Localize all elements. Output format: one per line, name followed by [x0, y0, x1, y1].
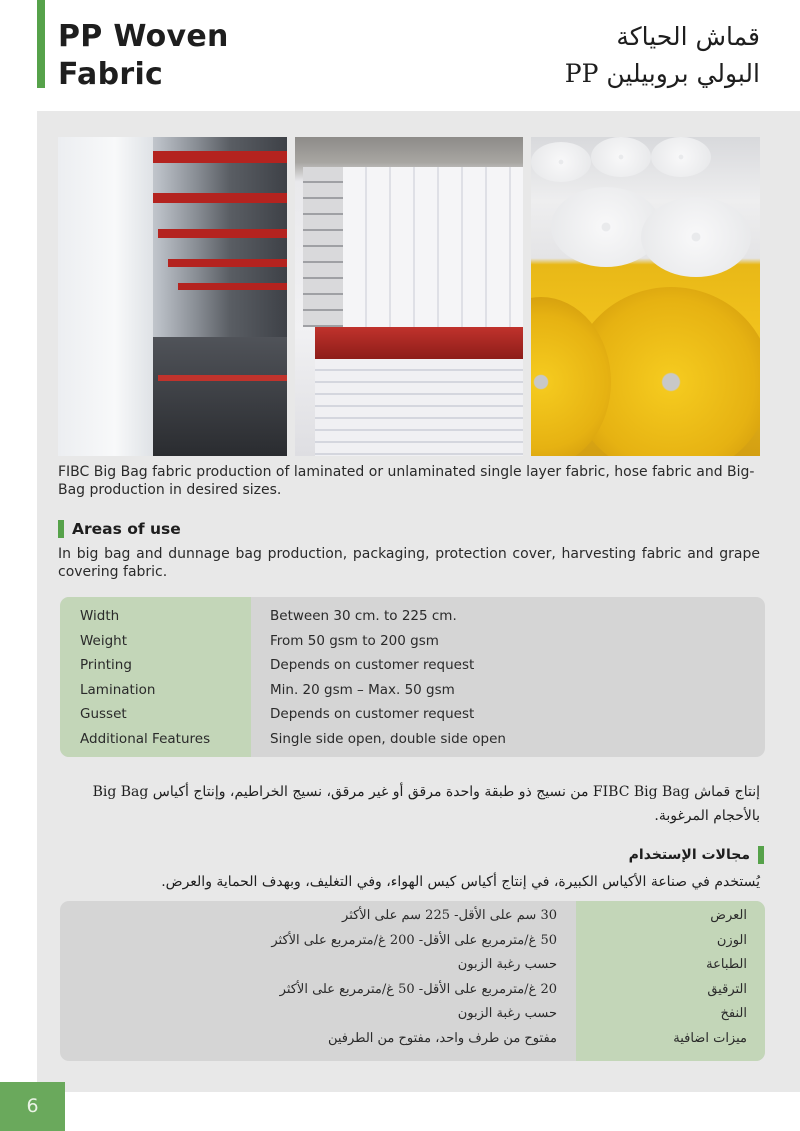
spec-label: الوزن [716, 932, 747, 948]
spec-label: الترقيق [707, 981, 747, 997]
spec-row [60, 978, 765, 1003]
spec-value: Depends on customer request [270, 706, 475, 722]
spec-table-arabic [60, 901, 765, 1061]
spec-row [60, 953, 765, 978]
areas-of-use-title: Areas of use [72, 520, 181, 538]
photo-white-and-yellow-fabric-rolls [531, 137, 760, 456]
spec-row [60, 629, 765, 654]
spec-row [60, 604, 765, 629]
spec-label: Printing [80, 657, 132, 673]
areas-of-use-title-arabic: مجالات الإستخدام [628, 847, 750, 863]
spec-label: Gusset [80, 706, 127, 722]
spec-label: النفخ [720, 1006, 747, 1021]
spec-label: الطباعة [706, 957, 747, 972]
spec-value: From 50 gsm to 200 gsm [270, 632, 439, 649]
areas-of-use-text: In big bag and dunnage bag production, packaging, protection cover, harvesting fabric and grape covering fabric. [58, 546, 760, 580]
spec-row [60, 1002, 765, 1027]
title-line-2: Fabric [58, 57, 164, 92]
spec-value: مفتوح من طرف واحد، مفتوح من الطرفين [327, 1030, 557, 1046]
spec-value: Single side open, double side open [270, 730, 506, 747]
spec-row [60, 929, 765, 954]
spec-row [60, 702, 765, 727]
spec-value: 30 سم على الأقل- 225 سم على الأكثر [342, 908, 557, 923]
spec-label: Width [80, 608, 120, 624]
spec-row [60, 727, 765, 752]
areas-of-use-heading [58, 520, 181, 538]
title-ar-line-2: البولي بروبيلين PP [564, 59, 760, 88]
spec-label: Additional Features [80, 730, 211, 747]
spec-value: 50 غ/مترمربع على الأقل- 200 غ/مترمربع على الأكثر [271, 932, 557, 948]
spec-value: حسب رغبة الزبون [457, 1006, 557, 1021]
spec-value: 20 غ/مترمربع على الأقل- 50 غ/مترمربع على الأكثر [279, 981, 557, 997]
spec-value: Between 30 cm. to 225 cm. [270, 608, 457, 624]
title-line-1: PP Woven [58, 19, 229, 54]
spec-row [60, 904, 765, 929]
areas-of-use-heading-arabic [629, 846, 764, 864]
heading-accent-mark [58, 520, 64, 538]
areas-of-use-text-arabic: يُستخدم في صناعة الأكياس الكبيرة، في إنتاج أكياس كيس الهواء، وفي التغليف، وبهدف الحماية والعرض. [161, 874, 760, 890]
photo-woven-fabric-roll [295, 137, 524, 456]
spec-row [60, 653, 765, 678]
spec-value: Depends on customer request [270, 657, 475, 673]
spec-value: حسب رغبة الزبون [457, 957, 557, 972]
english-caption: FIBC Big Bag fabric production of laminated or unlaminated single layer fabric, hose fabric and Big-Bag production in desired sizes. [58, 464, 755, 498]
spec-label: ميزات اضافية [673, 1030, 747, 1046]
page-number: 6 [0, 1082, 65, 1131]
spec-value: Min. 20 gsm – Max. 50 gsm [270, 681, 455, 698]
spec-row [60, 1027, 765, 1052]
spec-label: Weight [80, 632, 128, 649]
title-ar-line-1: قماش الحياكة [616, 22, 760, 51]
page-title-arabic [565, 18, 760, 92]
arabic-caption: إنتاج قماش FIBC Big Bag من نسيج ذو طبقة واحدة مرقق أو غير مرقق، نسيج الخراطيم، وإنتاج أكياس Big Bag بالأحجام المرغوبة. [92, 784, 760, 824]
spec-row [60, 678, 765, 703]
spec-label: العرض [710, 908, 747, 923]
photo-strip [58, 137, 760, 456]
photo-fibc-production-line [58, 137, 287, 456]
spec-table-english [60, 597, 765, 757]
page-title-english [58, 18, 229, 94]
spec-label: Lamination [80, 681, 156, 698]
title-accent-bar [37, 0, 45, 88]
heading-accent-mark [758, 846, 764, 864]
